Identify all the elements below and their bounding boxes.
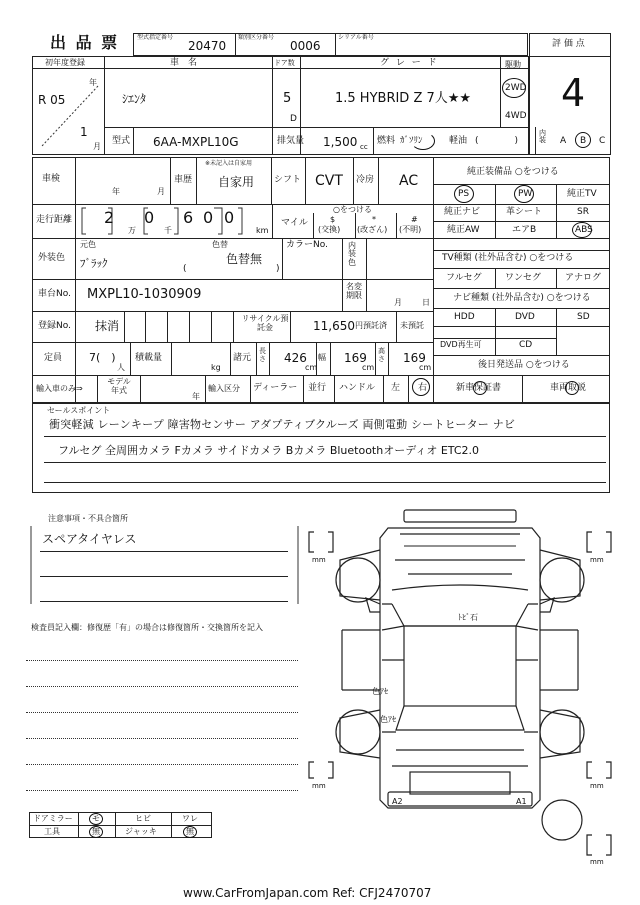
door-type: D bbox=[290, 114, 297, 124]
sen-unit: 千 bbox=[164, 226, 172, 235]
fuel-circle bbox=[411, 132, 435, 150]
capacity-value: 7( ) bbox=[89, 351, 116, 364]
mm-rear-left: mm bbox=[312, 782, 326, 790]
displacement-unit: cc bbox=[360, 143, 368, 151]
chassis-value: MXPL10-1030909 bbox=[87, 287, 202, 302]
serial-label: シリアル番号 bbox=[338, 34, 374, 41]
height-label: 高さ bbox=[378, 347, 385, 363]
drive-2wd-circle bbox=[502, 78, 526, 98]
drive-4wd: 4WD bbox=[505, 111, 527, 121]
mirror-circle bbox=[89, 813, 103, 825]
broken-label: ワレ bbox=[182, 814, 198, 823]
navi-hdd: HDD bbox=[454, 312, 475, 322]
option-abs: ABS bbox=[575, 225, 593, 235]
circle-note: ○をつける bbox=[333, 205, 372, 214]
sales-line-2: フルセグ 全周囲カメラ Fカメラ サイドカメラ Bカメラ Bluetoothオーディオ ETC2.0 bbox=[58, 444, 480, 457]
interior-b-circle bbox=[575, 132, 591, 148]
first-reg-month: 1 bbox=[80, 125, 88, 139]
ac-label: 冷房 bbox=[356, 175, 375, 185]
handle-left: 左 bbox=[391, 383, 401, 393]
orig-color-label: 元色 bbox=[80, 240, 96, 249]
category-no: 0006 bbox=[290, 39, 321, 53]
option-pw-circle bbox=[514, 185, 534, 203]
mm-rear-right: mm bbox=[590, 782, 604, 790]
katashiki-label: 型式 bbox=[112, 136, 131, 146]
width-value: 169 bbox=[344, 351, 367, 365]
color-no-label: カラーNo. bbox=[286, 240, 328, 250]
shift-label: シフト bbox=[274, 175, 302, 185]
shift-value: CVT bbox=[315, 173, 343, 189]
color-label: 外装色 bbox=[38, 253, 66, 263]
option-leather: 革シート bbox=[506, 207, 543, 217]
year-unit: 年 bbox=[89, 78, 97, 87]
fuel-label: 燃料 bbox=[377, 136, 396, 146]
orig-color-value: ﾌﾞﾗｯｸ bbox=[80, 257, 108, 270]
history-note: ※未記入は自家用 bbox=[205, 160, 253, 167]
repaint-paren-open: ( bbox=[183, 264, 187, 274]
notes-label: 注意事項・不具合箇所 bbox=[48, 514, 128, 523]
model-no: 20470 bbox=[188, 39, 227, 53]
navi-dvd: DVD bbox=[515, 312, 535, 322]
navi-sd: SD bbox=[577, 312, 590, 322]
footer-ref: www.CarFromJapan.com Ref: CFJ2470707 bbox=[183, 886, 432, 900]
option-sr: SR bbox=[577, 207, 589, 217]
mirror-value: モ bbox=[92, 814, 100, 823]
dealer-option: ディーラー bbox=[253, 383, 298, 393]
handle-right: 右 bbox=[418, 383, 428, 393]
mark-a2: A2 bbox=[392, 797, 403, 806]
car-damage-diagram bbox=[300, 500, 625, 875]
recycle-unit: 円預託済 bbox=[355, 321, 387, 330]
option-aw: 純正AW bbox=[447, 225, 480, 235]
tv-analog: アナログ bbox=[565, 273, 602, 283]
jack-label: ジャッキ bbox=[125, 827, 157, 836]
name-day: 日 bbox=[422, 298, 430, 307]
handle-label: ハンドル bbox=[339, 383, 376, 393]
repaint-label: 色替 bbox=[212, 240, 228, 249]
dvd-play: DVD再生可 bbox=[440, 340, 482, 349]
fuel-value: ｶﾞｿﾘﾝ bbox=[400, 136, 423, 146]
fuel-paren: ( ) bbox=[475, 136, 519, 146]
import-label: 輸入車のみ⇒ bbox=[36, 384, 83, 393]
sales-line-1: 衝突軽減 レーンキープ 障害物センサー アダプティブクルーズ 両側電動 シートヒーター ナビ bbox=[49, 418, 516, 431]
shaken-year-unit: 年 bbox=[112, 187, 120, 196]
option-tv: 純正TV bbox=[567, 189, 597, 199]
reg-no-value: 抹消 bbox=[95, 319, 120, 333]
month-unit: 月 bbox=[93, 142, 101, 151]
tools-label: 工具 bbox=[44, 827, 60, 836]
fuel-light: 軽油 bbox=[449, 136, 468, 146]
doors-label: ドア数 bbox=[274, 59, 295, 67]
interior-label: 内装 bbox=[539, 129, 546, 144]
handle-right-circle bbox=[412, 378, 430, 396]
option-abs-circle bbox=[572, 222, 592, 238]
score-value: 4 bbox=[561, 71, 586, 115]
repaint-value: 色替無 bbox=[226, 252, 263, 266]
inspector-label: 検査員記入欄：修復歴「有」の場合は修復箇所・交換箇所を記入 bbox=[31, 623, 263, 632]
cd-option: CD bbox=[519, 340, 533, 350]
mm-spare: mm bbox=[590, 858, 604, 866]
jack-circle bbox=[183, 826, 197, 838]
ac-value: AC bbox=[399, 173, 419, 189]
model-year-unit: 年 bbox=[192, 392, 200, 401]
tools-value: 無 bbox=[92, 827, 100, 836]
notes-line-1: スペアタイヤレス bbox=[42, 532, 137, 546]
later-manual: 車両取説 bbox=[550, 383, 587, 393]
doors-value: 5 bbox=[283, 91, 292, 106]
dollar-sub: (交換) bbox=[318, 225, 341, 234]
width-unit: cm bbox=[362, 363, 375, 372]
recycle-value: 11,650 bbox=[313, 319, 355, 333]
mark-side-fade-1: 色ｱｾ bbox=[372, 687, 388, 696]
recycle-label: リサイクル預託金 bbox=[241, 314, 289, 332]
mm-front-right: mm bbox=[590, 556, 604, 564]
sales-label: セールスポイント bbox=[47, 406, 111, 415]
drive-2wd: 2WD bbox=[505, 83, 527, 93]
later-warranty-circle bbox=[473, 381, 487, 395]
mileage-label: 走行距離 bbox=[36, 215, 73, 225]
name-month: 月 bbox=[394, 298, 402, 307]
int-color-label: 内装色 bbox=[348, 241, 356, 267]
man-unit: 万 bbox=[128, 226, 136, 235]
length-unit: cm bbox=[305, 363, 318, 372]
category-no-label: 類別区分番号 bbox=[238, 34, 275, 41]
repaint-paren-close: ) bbox=[276, 264, 280, 274]
tv-header: TV種類 (社外品含む) ○をつける bbox=[442, 253, 574, 263]
navi-header: ナビ種類 (社外品含む) ○をつける bbox=[453, 293, 591, 303]
tv-fullseg: フルセグ bbox=[446, 273, 482, 283]
tv-oneseg: ワンセグ bbox=[505, 273, 542, 283]
grade-value: 1.5 HYBRID Z 7人★★ bbox=[335, 91, 472, 106]
recycle-not: 未預託 bbox=[400, 321, 424, 330]
parallel-option: 並行 bbox=[308, 383, 327, 393]
drive-label: 駆動 bbox=[505, 60, 521, 69]
car-name-label: 車 名 bbox=[170, 58, 198, 68]
interior-a: A bbox=[560, 136, 567, 146]
mileage-digit-2: 0 bbox=[144, 208, 155, 227]
later-header: 後日発送品 ○をつける bbox=[478, 360, 570, 370]
height-unit: cm bbox=[419, 363, 432, 372]
hash-sub: (不明) bbox=[399, 225, 422, 234]
grade-label: グ レ ー ド bbox=[380, 58, 439, 68]
displacement-label: 排気量 bbox=[277, 136, 305, 146]
width-label: 幅 bbox=[318, 353, 326, 362]
capacity-unit: 人 bbox=[117, 363, 125, 372]
tools-circle bbox=[89, 826, 103, 838]
star-label: * bbox=[372, 215, 376, 224]
form-title: 出 品 票 bbox=[50, 33, 120, 52]
mileage-digit-1: 2 bbox=[104, 208, 115, 227]
katashiki-value: 6AA-MXPL10G bbox=[153, 135, 239, 149]
name-period-label: 名変期限 bbox=[346, 282, 362, 300]
chassis-label: 車台No. bbox=[38, 289, 71, 299]
shaken-label: 車検 bbox=[42, 174, 61, 184]
length-label: 長さ bbox=[259, 347, 266, 363]
first-reg-year: R 05 bbox=[38, 93, 66, 107]
height-value: 169 bbox=[403, 351, 426, 365]
length-value: 426 bbox=[284, 351, 307, 365]
first-reg-label: 初年度登録 bbox=[45, 58, 85, 67]
dollar-label: $ bbox=[330, 215, 336, 224]
mm-front-left: mm bbox=[312, 556, 326, 564]
options-header: 純正装備品 ○をつける bbox=[467, 167, 559, 177]
first-reg-slash bbox=[36, 72, 102, 152]
hash-label: # bbox=[411, 215, 418, 224]
mileage-digit-5: 0 bbox=[224, 208, 235, 227]
history-label: 車歴 bbox=[174, 175, 193, 185]
option-airbag: エアB bbox=[512, 225, 537, 235]
mirror-label: ドアミラー bbox=[33, 814, 73, 823]
load-label: 積載量 bbox=[135, 353, 163, 363]
mark-a1: A1 bbox=[516, 797, 527, 806]
mileage-digit-4: 0 bbox=[203, 208, 214, 227]
star-sub: (改ざん) bbox=[357, 225, 388, 234]
model-year-label: モデル年式 bbox=[107, 377, 131, 395]
option-ps: PS bbox=[458, 189, 470, 199]
interior-b: B bbox=[580, 136, 587, 146]
later-manual-circle bbox=[565, 381, 579, 395]
displacement-value: 1,500 bbox=[323, 135, 358, 149]
option-ps-circle bbox=[454, 185, 474, 203]
mark-roof-chip: ﾄﾋﾞ石 bbox=[458, 613, 478, 622]
mileage-digit-3: 6 bbox=[183, 208, 194, 227]
score-label: 評 価 点 bbox=[552, 39, 585, 49]
model-no-label: 型式指定番号 bbox=[137, 34, 174, 41]
crack-label: ヒビ bbox=[135, 814, 151, 823]
import-type-label: 輸入区分 bbox=[208, 384, 240, 393]
mile-label: マイル bbox=[281, 218, 308, 228]
option-navi: 純正ナビ bbox=[444, 207, 481, 217]
later-warranty: 新車保証書 bbox=[456, 383, 502, 393]
dims-label: 諸元 bbox=[233, 353, 252, 363]
car-name: ｼｴﾝﾀ bbox=[122, 92, 147, 106]
capacity-label: 定員 bbox=[44, 353, 63, 363]
option-pw: PW bbox=[518, 189, 533, 199]
jack-value: 無 bbox=[186, 827, 194, 836]
reg-no-label: 登録No. bbox=[38, 321, 71, 331]
mark-side-fade-2: 色ｱｾ bbox=[380, 715, 396, 724]
shaken-month-unit: 月 bbox=[157, 187, 165, 196]
interior-c: C bbox=[599, 136, 606, 146]
km-unit: km bbox=[256, 226, 269, 235]
load-unit: kg bbox=[211, 363, 221, 372]
history-value: 自家用 bbox=[218, 175, 255, 189]
